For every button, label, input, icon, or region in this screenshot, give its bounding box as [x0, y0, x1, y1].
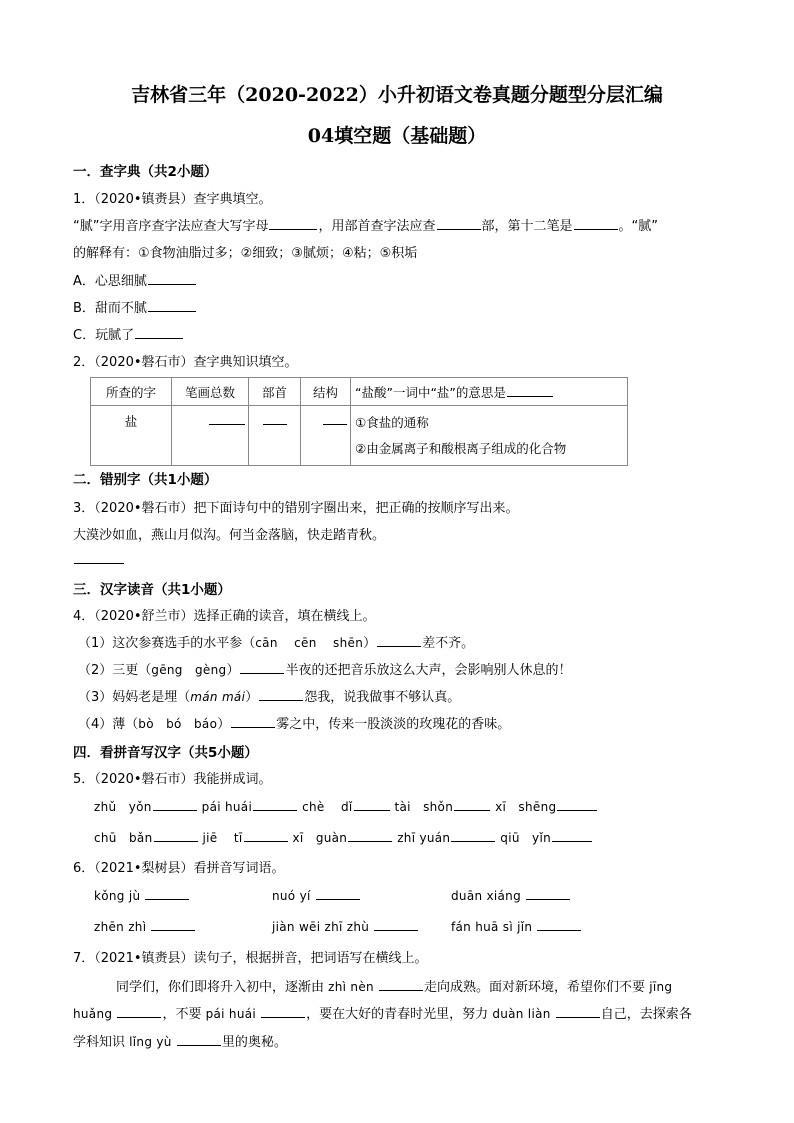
- question-1-option-c: [73, 324, 184, 343]
- definition-1: ①食盐的通称: [355, 414, 429, 430]
- item-text: 差不齐。: [422, 636, 475, 651]
- answer-blank[interactable]: [148, 272, 196, 285]
- q6-item: [272, 918, 419, 934]
- pinyin-word: pái huái: [205, 1007, 257, 1021]
- answer-blank[interactable]: [507, 384, 553, 397]
- question-1-line-b: 的解释有：①食物油脂过多；②细致；③腻烦；④粘；⑤积垢: [73, 246, 418, 261]
- structure-cell: [301, 406, 351, 466]
- question-1-option-b: [73, 297, 197, 316]
- table-header: 所查的字: [91, 378, 172, 406]
- pinyin-word: zhǔ yǒn: [94, 800, 152, 814]
- pinyin-choices: cān cēn shēn: [255, 636, 364, 650]
- q6-item: [451, 918, 582, 934]
- pinyin-word: duàn liàn: [492, 1007, 551, 1021]
- answer-blank[interactable]: [574, 217, 618, 230]
- pinyin-word: tài shǒn: [394, 800, 454, 814]
- document-subtitle: 04填空题（基础题）: [307, 125, 487, 147]
- answer-blank[interactable]: [145, 887, 189, 900]
- item-text: 半夜的还把音乐放这么大声，会影响别人休息的！: [285, 663, 572, 678]
- question-3-poem: 大漠沙如血，燕山月似沟。何当金落脑，快走踏青秋。: [73, 528, 386, 543]
- answer-blank[interactable]: [437, 217, 481, 230]
- pinyin-word: duān xiáng: [451, 889, 522, 903]
- item-text: ）: [226, 663, 240, 678]
- q6-item: [272, 887, 361, 903]
- section-heading-2: 二．错别字（共1小题）: [73, 472, 218, 488]
- answer-blank[interactable]: [323, 412, 347, 425]
- question-2-stem: 2．（2020•磐石市）查字典知识填空。: [73, 355, 298, 370]
- pinyin-word: chū bǎn: [94, 831, 153, 845]
- question-4-stem: 4．（2020•舒兰市）选择正确的读音，填在横线上。: [73, 609, 376, 624]
- answer-blank[interactable]: [74, 551, 124, 564]
- pinyin-word: xī guàn: [292, 831, 348, 845]
- pinyin-choices: mán mái: [190, 690, 246, 704]
- document-title: 吉林省三年（2020-2022）小升初语文卷真题分题型分层汇编: [131, 84, 663, 106]
- radical-cell: [249, 406, 301, 466]
- item-text: （2）三更（: [78, 663, 152, 678]
- table-header: 部首: [249, 378, 301, 406]
- answer-blank[interactable]: [244, 829, 288, 842]
- question-5-row-2: [94, 829, 593, 846]
- answer-blank[interactable]: [454, 798, 490, 811]
- question-7-line-2: [73, 1003, 692, 1022]
- definition-2: ②由金属离子和酸根离子组成的化合物: [355, 440, 567, 456]
- table-header: 结构: [301, 378, 351, 406]
- pinyin-word: zhī yuán: [397, 831, 451, 845]
- question-5-stem: 5．（2020•磐石市）我能拼成词。: [73, 772, 272, 787]
- passage-text: 自己，去探索各: [600, 1007, 692, 1022]
- pinyin-word: nuó yí: [272, 889, 311, 903]
- q1-text-a1: “腻”字用音序查字法应查大写字母: [73, 219, 269, 234]
- answer-blank[interactable]: [537, 918, 581, 931]
- answer-blank[interactable]: [209, 412, 245, 425]
- dictionary-table: [90, 377, 628, 466]
- answer-blank[interactable]: [177, 1033, 221, 1046]
- answer-blank[interactable]: [231, 715, 275, 728]
- item-text: ）: [245, 690, 259, 705]
- question-6-stem: 6．（2021•梨树县）看拼音写词语。: [73, 861, 285, 876]
- answer-blank[interactable]: [253, 798, 297, 811]
- answer-blank[interactable]: [354, 798, 390, 811]
- passage-text: ，要在大好的青春时光里，努力: [306, 1007, 489, 1022]
- question-7-stem: 7．（2021•镇赉县）读句子，根据拼音，把词语写在横线上。: [73, 951, 428, 966]
- queried-character: 盐: [91, 406, 172, 466]
- item-text: （4）薄（: [78, 717, 139, 732]
- answer-blank[interactable]: [261, 1005, 305, 1018]
- pinyin-word: kǒng jù: [94, 889, 141, 903]
- option-b-text: B．甜而不腻: [73, 301, 147, 316]
- item-text: 雾之中，传来一股淡淡的玫瑰花的香味。: [276, 717, 511, 732]
- answer-blank[interactable]: [135, 326, 183, 339]
- answer-blank[interactable]: [259, 688, 303, 701]
- item-text: 怨我，说我做事不够认真。: [304, 690, 461, 705]
- answer-blank[interactable]: [552, 829, 592, 842]
- question-4-item-1: [78, 632, 474, 651]
- question-3-stem: 3．（2020•磐石市）把下面诗句中的错别字圈出来，把正确的按顺序写出来。: [73, 501, 519, 516]
- section-heading-1: 一．查字典（共2小题）: [73, 164, 218, 180]
- passage-text: ，不要: [162, 1007, 202, 1022]
- passage-text: 同学们，你们即将升入初中，逐渐由: [116, 980, 325, 995]
- question-4-item-4: [78, 713, 510, 732]
- pinyin-word: jiàn wēi zhī zhù: [272, 920, 370, 934]
- answer-blank[interactable]: [269, 217, 317, 230]
- pinyin-choices: bò bó báo: [138, 717, 218, 731]
- question-1-line-a: [73, 215, 658, 234]
- item-text: （1）这次参赛选手的水平参（: [78, 636, 256, 651]
- pinyin-word: jiē tī: [202, 831, 243, 845]
- table-header-meaning: [351, 378, 628, 406]
- pinyin-word: chè dǐ: [302, 800, 353, 814]
- pinyin-word: huǎng: [73, 1007, 113, 1021]
- question-4-item-2: [78, 659, 571, 678]
- answer-blank[interactable]: [316, 887, 360, 900]
- q1-text-a2: ，用部首查字法应查: [318, 219, 436, 234]
- pinyin-word: fán huā sì jǐn: [451, 920, 533, 934]
- q1-text-a3: 部，第十二笔是: [481, 219, 573, 234]
- question-1-stem: 1．（2020•镇赉县）查字典填空。: [73, 192, 272, 207]
- pinyin-word: lǐng yù: [129, 1035, 172, 1049]
- question-5-row-1: [94, 798, 598, 815]
- answer-blank[interactable]: [153, 798, 197, 811]
- passage-text: 走向成熟。面对新环境，希望你们不要: [424, 980, 646, 995]
- answer-blank[interactable]: [557, 798, 597, 811]
- section-heading-3: 三．汉字读音（共1小题）: [73, 582, 231, 598]
- answer-blank[interactable]: [263, 412, 287, 425]
- q6-item: [94, 918, 196, 934]
- passage-text: 学科知识: [73, 1035, 126, 1050]
- answer-blank[interactable]: [556, 1005, 600, 1018]
- option-a-text: A．心思细腻: [73, 274, 147, 289]
- item-text: ）: [217, 717, 231, 732]
- pinyin-choices: gēng gèng: [151, 663, 227, 677]
- option-c-text: C．玩腻了: [73, 328, 135, 343]
- answer-blank[interactable]: [117, 1005, 161, 1018]
- pinyin-word: zhēn zhì: [94, 920, 147, 934]
- answer-blank[interactable]: [451, 829, 495, 842]
- stroke-count-cell: [172, 406, 249, 466]
- pinyin-word: pái huái: [201, 800, 253, 814]
- question-7-line-1: [116, 976, 672, 995]
- answer-blank[interactable]: [240, 661, 284, 674]
- answer-blank[interactable]: [379, 978, 423, 991]
- answer-blank[interactable]: [526, 887, 570, 900]
- answer-blank[interactable]: [154, 829, 198, 842]
- question-4-item-3: [78, 686, 460, 705]
- answer-blank[interactable]: [374, 918, 418, 931]
- definitions-cell: [351, 406, 628, 466]
- item-text: （3）妈妈老是埋（: [78, 690, 191, 705]
- pinyin-word: jīng: [649, 980, 673, 994]
- question-3-answer-line: [73, 551, 125, 568]
- pinyin-word: qiū yǐn: [500, 831, 551, 845]
- item-text: ）: [363, 636, 377, 651]
- question-7-line-3: [73, 1031, 287, 1050]
- pinyin-word: xī shēng: [495, 800, 557, 814]
- pinyin-word: zhì nèn: [328, 980, 374, 994]
- answer-blank[interactable]: [151, 918, 195, 931]
- q6-item: [451, 887, 571, 903]
- section-heading-4: 四．看拼音写汉字（共5小题）: [73, 745, 258, 761]
- answer-blank[interactable]: [148, 299, 196, 312]
- answer-blank[interactable]: [348, 829, 392, 842]
- answer-blank[interactable]: [377, 634, 421, 647]
- q6-item: [94, 887, 190, 903]
- table-header: 笔画总数: [172, 378, 249, 406]
- q1-text-a4: 。“腻”: [618, 219, 658, 234]
- question-1-option-a: [73, 270, 197, 289]
- meaning-question-text: “盐酸”一词中“盐”的意思是: [355, 384, 506, 400]
- passage-text: 里的奥秘。: [221, 1035, 287, 1050]
